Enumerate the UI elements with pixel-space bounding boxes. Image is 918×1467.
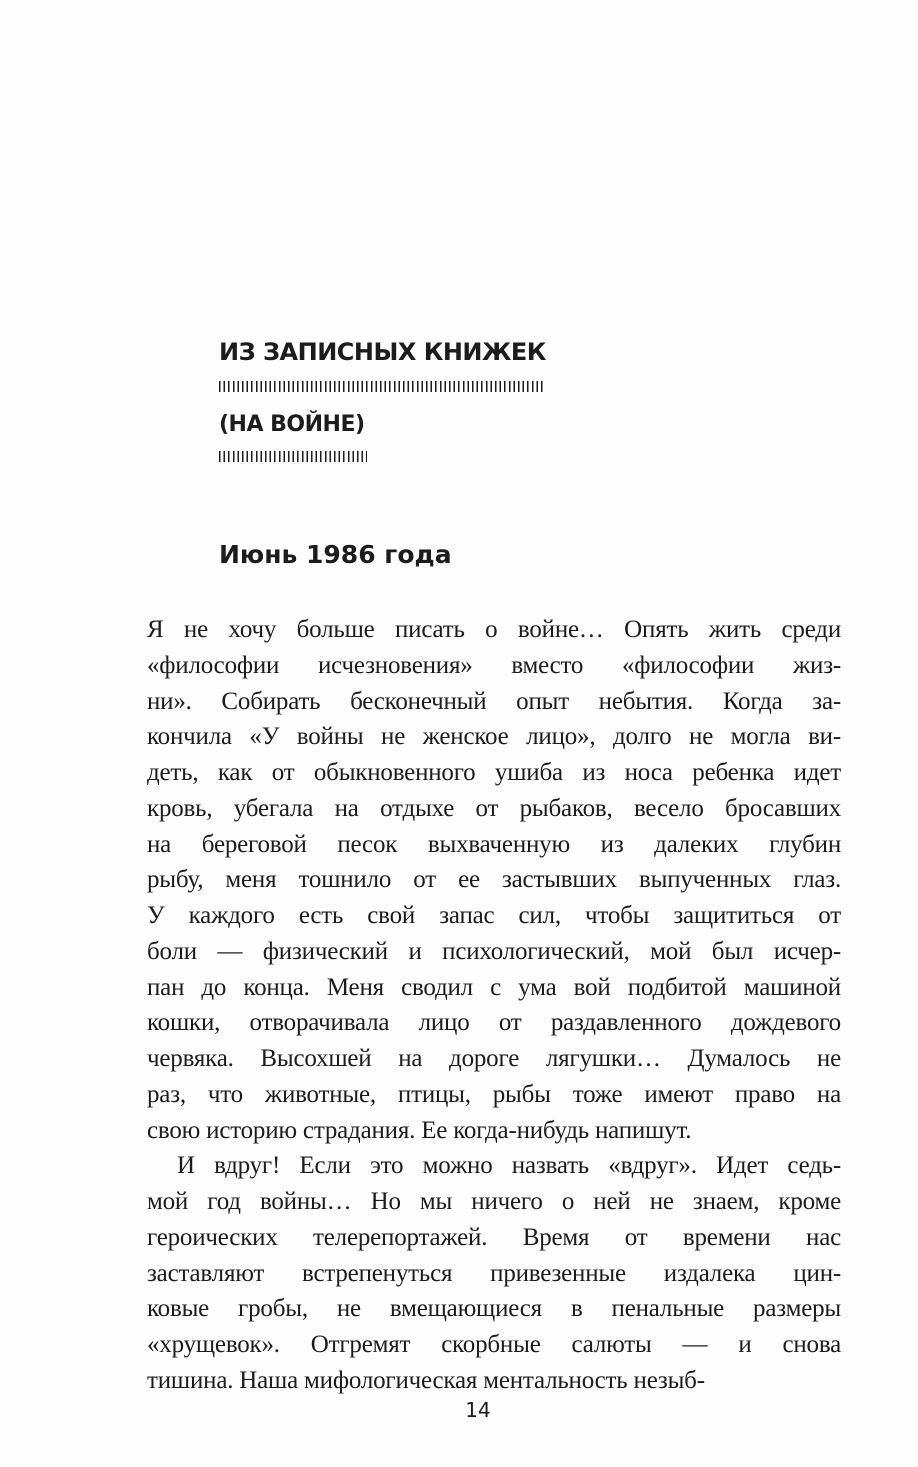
text-line: червяка. Высохшей на дороге лягушки… Думалось не [147, 1045, 841, 1072]
text-line: на береговой песок выхваченную из далеких глубин [147, 830, 841, 858]
subtitle-decorative-rule [219, 451, 367, 462]
text-line: деть, как от обыкновенного ушиба из носа ребенка идет [147, 759, 841, 786]
text-line: кончила «У войны не женское лицо», долго не могла ви- [147, 723, 841, 751]
text-line: рыбу, меня тошнило от ее застывших выпученных глаз. [147, 866, 841, 894]
text-line: героических телерепортажей. Время от времени нас [147, 1223, 841, 1251]
page-number: 14 [465, 1398, 491, 1422]
text-line: кошки, отворачивала лицо от раздавленного дождевого [147, 1009, 841, 1037]
text-line: У каждого есть свой запас сил, чтобы защититься от [147, 902, 841, 929]
text-line: Я не хочу больше писать о войне… Опять жить среди [147, 616, 841, 643]
text-line: ковые гробы, не вмещающиеся в пенальные размеры [147, 1295, 841, 1323]
text-line: мой год войны… Но мы ничего о ней не знаем, кроме [147, 1188, 841, 1215]
chapter-subtitle: (НА ВОЙНЕ) [219, 412, 365, 437]
text-line: «хрущевок». Отгремят скорбные салюты — и снова [147, 1331, 841, 1358]
paragraph [147, 1148, 841, 1398]
text-line: И вдруг! Если это можно назвать «вдруг». Идет седь- [177, 1152, 841, 1180]
text-line: «философии исчезновения» вместо «философии жиз- [147, 651, 841, 679]
title-decorative-rule [219, 381, 545, 392]
text-line: ни». Собирать бесконечный опыт небытия. Когда за- [147, 687, 841, 715]
section-heading: Июнь 1986 года [219, 540, 452, 569]
text-line: боли — физический и психологический, мой был исчер- [147, 937, 841, 965]
paragraph [147, 612, 841, 1148]
text-line: пан до конца. Меня сводил с ума вой подбитой машиной [147, 973, 841, 1001]
text-line: свою историю страдания. Ее когда-нибудь напишут. [147, 1116, 692, 1144]
text-line: раз, что животные, птицы, рыбы тоже имеют право на [147, 1080, 841, 1108]
text-line: тишина. Наша мифологическая ментальность незыб- [147, 1366, 705, 1394]
text-line: кровь, убегала на отдыхе от рыбаков, весело бросавших [147, 794, 841, 822]
text-line: заставляют встрепенуться привезенные издалека цин- [147, 1259, 841, 1287]
body-text [147, 612, 841, 1399]
chapter-title: ИЗ ЗАПИСНЫХ КНИЖЕК [219, 338, 546, 366]
